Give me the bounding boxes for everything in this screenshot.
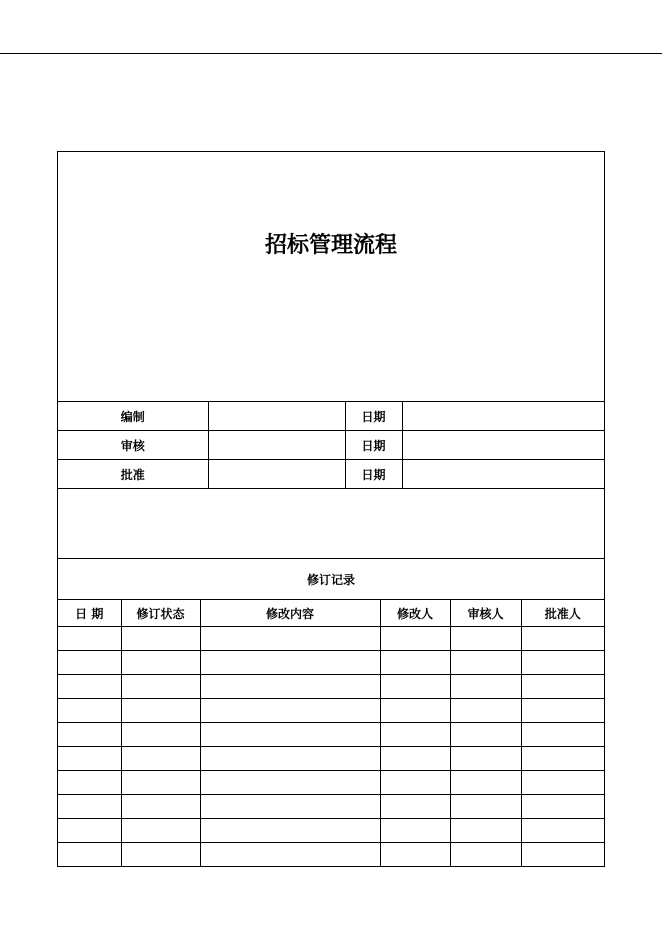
approval-table [58, 401, 604, 488]
table-cell [450, 651, 521, 675]
date-value [402, 460, 604, 489]
date-value [402, 402, 604, 431]
table-cell [200, 651, 380, 675]
table-cell [521, 723, 604, 747]
table-cell [121, 699, 200, 723]
approval-label: 审核 [58, 431, 208, 460]
table-row [58, 699, 604, 723]
table-cell [121, 819, 200, 843]
table-cell [121, 651, 200, 675]
date-label: 日期 [345, 431, 402, 460]
table-cell [200, 819, 380, 843]
revision-header-row [58, 600, 604, 627]
table-cell [121, 795, 200, 819]
table-cell [58, 675, 121, 699]
table-row [58, 819, 604, 843]
table-cell [380, 651, 450, 675]
table-cell [521, 675, 604, 699]
table-cell [121, 747, 200, 771]
column-header-content: 修改内容 [200, 600, 380, 627]
table-cell [200, 675, 380, 699]
date-label: 日期 [345, 402, 402, 431]
table-cell [450, 627, 521, 651]
table-cell [58, 819, 121, 843]
approval-value [208, 460, 345, 489]
table-cell [200, 747, 380, 771]
table-cell [200, 699, 380, 723]
table-cell [58, 795, 121, 819]
table-cell [450, 819, 521, 843]
table-cell [450, 723, 521, 747]
table-cell [450, 675, 521, 699]
table-cell [450, 795, 521, 819]
table-cell [200, 723, 380, 747]
table-cell [521, 819, 604, 843]
table-row [58, 675, 604, 699]
table-cell [521, 771, 604, 795]
column-header-status: 修订状态 [121, 600, 200, 627]
table-cell [200, 843, 380, 867]
table-row [58, 723, 604, 747]
table-cell [521, 795, 604, 819]
table-cell [380, 771, 450, 795]
table-cell [121, 627, 200, 651]
table-row [58, 627, 604, 651]
table-cell [58, 771, 121, 795]
column-header-modifier: 修改人 [380, 600, 450, 627]
date-value [402, 431, 604, 460]
table-cell [521, 627, 604, 651]
table-row [58, 651, 604, 675]
table-cell [121, 723, 200, 747]
table-cell [380, 699, 450, 723]
table-row [58, 747, 604, 771]
table-cell [200, 795, 380, 819]
column-header-reviewer: 审核人 [450, 600, 521, 627]
table-cell [58, 723, 121, 747]
table-cell [380, 675, 450, 699]
revision-record-heading: 修订记录 [58, 558, 604, 599]
table-cell [521, 651, 604, 675]
table-cell [380, 819, 450, 843]
table-cell [58, 699, 121, 723]
table-cell [121, 771, 200, 795]
table-row [58, 795, 604, 819]
date-label: 日期 [345, 460, 402, 489]
blank-section [58, 488, 604, 558]
table-cell [121, 675, 200, 699]
table-cell [58, 627, 121, 651]
document-title: 招标管理流程 [264, 232, 397, 258]
table-cell [200, 771, 380, 795]
table-cell [58, 651, 121, 675]
table-cell [521, 747, 604, 771]
approval-value [208, 402, 345, 431]
column-header-approver: 批准人 [521, 600, 604, 627]
table-cell [450, 771, 521, 795]
table-row [58, 843, 604, 867]
header-rule [0, 53, 662, 54]
table-cell [380, 747, 450, 771]
table-cell [380, 795, 450, 819]
table-cell [380, 627, 450, 651]
document-cover-form [57, 151, 605, 867]
table-cell [521, 843, 604, 867]
approval-row-reviewed [58, 431, 604, 460]
table-cell [58, 843, 121, 867]
column-header-date: 日 期 [58, 600, 121, 627]
approval-label: 编制 [58, 402, 208, 431]
approval-label: 批准 [58, 460, 208, 489]
table-cell [121, 843, 200, 867]
title-block [58, 152, 604, 401]
approval-value [208, 431, 345, 460]
table-cell [200, 627, 380, 651]
table-cell [380, 843, 450, 867]
revision-table [58, 599, 604, 866]
table-cell [450, 699, 521, 723]
table-cell [450, 747, 521, 771]
approval-row-prepared [58, 402, 604, 431]
table-cell [380, 723, 450, 747]
table-row [58, 771, 604, 795]
approval-row-approved [58, 460, 604, 489]
table-cell [450, 843, 521, 867]
table-cell [58, 747, 121, 771]
table-cell [521, 699, 604, 723]
